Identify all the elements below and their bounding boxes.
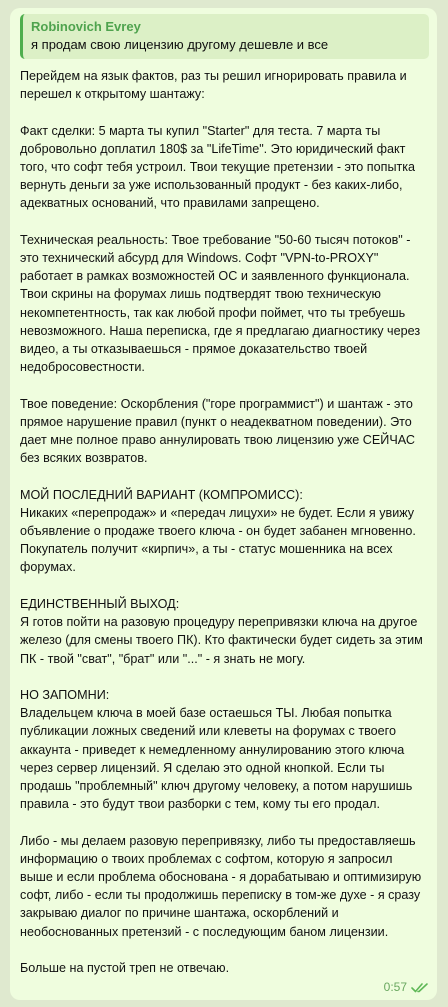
message-meta	[384, 980, 429, 994]
reply-text: я продам свою лицензию другому дешевле и все	[31, 37, 329, 52]
message-bubble[interactable]	[10, 8, 437, 1000]
reply-author: Robinovich Evrey	[31, 19, 141, 34]
message-time: 0:57	[383, 980, 407, 994]
reply-quote[interactable]	[20, 14, 429, 59]
message-text: Перейдем на язык фактов, раз ты решил игнорировать правила и перешел к открытому шантажу: Факт сделки: 5 марта ты купил "Starter" для теста. 7 марта ты добровольно доплатил 180$ за "LifeTime". Это юридический факт того, что софт тебя устроил. Твои текущие претензии - это попытка вернуть деньги за уже использованный продукт - без каких-либо, адекватных оснований, что правилами запрещено. Техническая реальность: Твое требование "50-60 тысяч потоков" - это технический абсурд для Windows. Софт "VPN-to-PROXY" работает в рамках возможностей ОС и заявленного функционала. Твои скрины на форумах лишь подтвердят твою техническую некомпетентность, так как любой профи поймет, что ты требуешь невозможного. Наша переписка, где я предлагаю диагностику через видео, а ты отказываешься - прямое доказательство твоей недобросовестности. Твое поведение: Оскорбления ("горе программист") и шантаж - это прямое нарушение правил (пункт о неадекватном поведении). Это дает мне полное право аннулировать твою лицензию уже СЕЙЧАС без всяких возвратов. МОЙ ПОСЛЕДНИЙ ВАРИАНТ (КОМПРОМИСС): Никаких «перепродаж» и «передач лицухи» не будет. Если я увижу объявление о продаже твоего ключа - он будет забанен мгновенно. Покупатель получит «кирпич», а ты - статус мошенника на всех форумах. ЕДИНСТВЕННЫЙ ВЫХОД: Я готов пойти на разовую процедуру перепривязки ключа на другое железо (для смены твоего ПК). Кто фактически будет сидеть за этим ПК - твой "сват", "брат" или "..." - я знать не могу. НО ЗАПОМНИ: Владельцем ключа в моей базе остаешься ТЫ. Любая попытка публикации ложных сведений или клеветы на форумах с твоего аккаунта - приведет к немедленному аннулированию этого ключа через сервер лицензий. Я сделаю это одной кнопкой. Если ты продашь "проблемный" ключ другому человеку, а потом нарушишь правила - это будут твои разборки с тем, кому ты его продал. Либо - мы делаем разовую перепривязку, либо ты предоставляешь информацию о твоих проблемах с софтом, которую я запросил выше и если проблема обоснована - я дорабатываю и оптимизирую софт, либо - если ты продолжишь переписку в том-же духе - я сразу закрываю диалог по причине шантажа, оскорблений и необоснованных претензий - с последующим баном лицензии. Больше на пустой треп не отвечаю.	[20, 69, 423, 975]
double-check-icon	[411, 982, 429, 993]
